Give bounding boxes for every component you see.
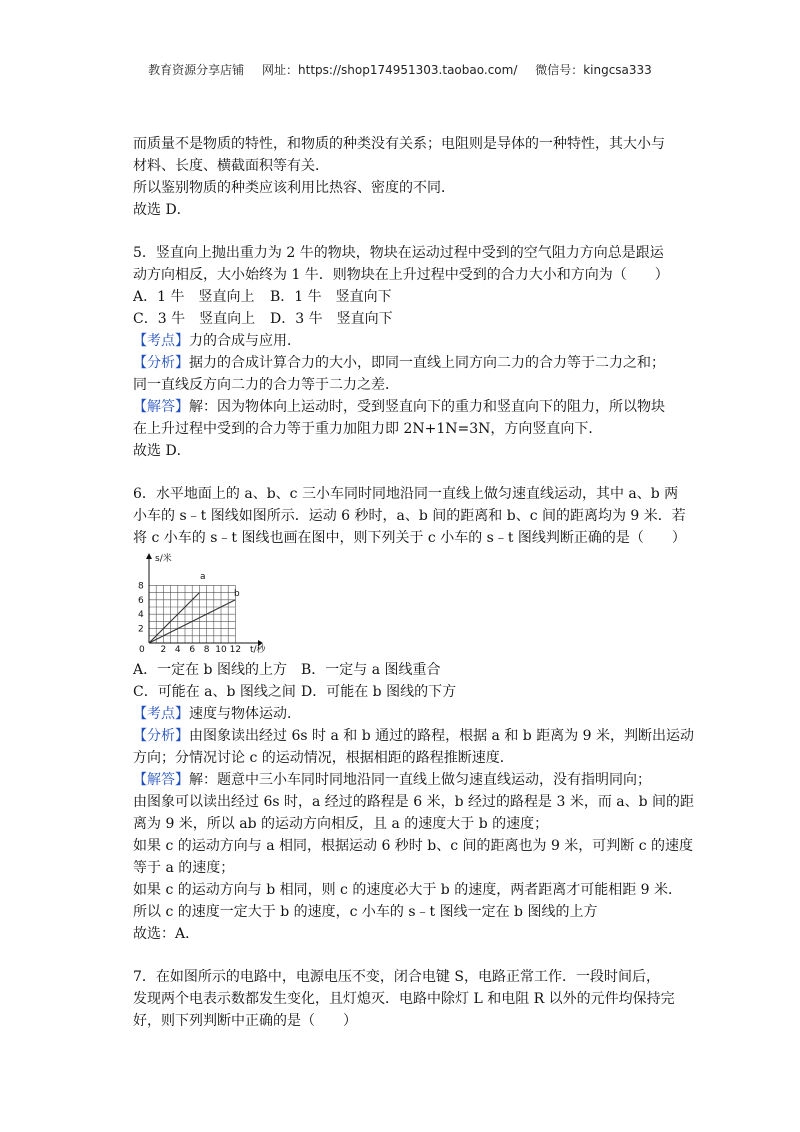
line-a — [149, 593, 199, 643]
y-axis-arrow — [146, 553, 152, 559]
text-line: 同一直线反方向二力的合力等于二力之差． — [133, 377, 399, 393]
x-tick-label: 8 — [203, 645, 210, 655]
text-line: 方向；分情况讨论 c 的运动情况，根据相距的路程推断速度． — [133, 750, 514, 766]
shop-name: 教育资源分享店铺 — [148, 63, 245, 77]
option-a: A．一定在 b 图线的上方 — [133, 662, 287, 678]
s-t-graph-svg — [133, 551, 266, 655]
option-a: A．1 牛 竖直向上 — [133, 289, 255, 305]
jieda-text: 解：因为物体向上运动时，受到竖直向下的重力和竖直向下的阻力，所以物块 — [189, 399, 665, 415]
text-line: 材料、长度、横截面积等有关． — [133, 158, 329, 174]
option-c: C．可能在 a、b 图线之间 — [133, 684, 296, 700]
text-line: 由图象可以读出经过 6s 时，a 经过的路程是 6 米，b 经过的路程是 3 米，而 a、b 间的距 — [133, 794, 695, 810]
jieda-tag: 【解答】 — [133, 399, 189, 415]
x-tick-label: 6 — [189, 645, 196, 655]
text-line: 离为 9 米，所以 ab 的运动方向相反，且 a 的速度大于 b 的速度； — [133, 816, 549, 832]
x-tick-label: 4 — [174, 645, 181, 655]
fenxi-text: 由图象读出经过 6s 时 a 和 b 通过的路程，根据 a 和 b 距离为 9 米，判断出运动 — [189, 728, 695, 744]
kaodian-tag: 【考点】 — [133, 706, 189, 722]
y-tick-label: 4 — [138, 610, 144, 621]
x-tick-label: 2 — [160, 645, 167, 655]
option-d: D．3 牛 竖直向下 — [270, 311, 393, 327]
shop-url: 网址：https://shop174951303.taobao.com/ — [262, 63, 518, 77]
jieda-line — [133, 396, 673, 418]
question-7 — [133, 966, 673, 1032]
text-line: 所以鉴别物质的种类应该利用比热容、密度的不同． — [133, 180, 455, 196]
jieda-tag: 【解答】 — [133, 772, 189, 788]
wechat-id: 微信号：kingcsa333 — [535, 63, 652, 77]
option-b: B．一定与 a 图线重合 — [301, 662, 441, 678]
text-line: 等于 a 的速度； — [133, 860, 235, 876]
line-a-label: a — [200, 572, 206, 582]
x-tick-label: 12 — [229, 645, 242, 655]
fenxi-line — [133, 725, 695, 747]
y-tick-label: 2 — [138, 624, 144, 635]
option-d: D．可能在 b 图线的下方 — [301, 684, 457, 700]
fenxi-text: 据力的合成计算合力的大小，即同一直线上同方向二力的合力等于二力之和； — [189, 355, 665, 371]
x-axis-label: t/秒 — [250, 645, 266, 655]
options-row — [133, 286, 673, 308]
kaodian-line — [133, 703, 673, 725]
options-row — [133, 681, 673, 703]
option-b: B．1 牛 竖直向下 — [270, 289, 392, 305]
options-row — [133, 308, 673, 330]
question-stem: 发现两个电表示数都发生变化，且灯熄灭．电路中除灯 L 和电阻 R 以外的元件均保持完 — [133, 991, 675, 1007]
y-tick-label: 6 — [138, 595, 144, 606]
origin-label: 0 — [139, 645, 145, 655]
question-stem: 5．竖直向上抛出重力为 2 牛的物块，物块在运动过程中受到的空气阻力方向总是跟运 — [133, 245, 664, 261]
prev-answer — [133, 133, 695, 1032]
answer-line: 故选 D． — [133, 443, 191, 459]
question-stem: 6．水平地面上的 a、b、c 三小车同时同地沿同一直线上做匀速直线运动，其中 a、b 两 — [133, 486, 679, 502]
kaodian-text: 速度与物体运动． — [189, 706, 301, 722]
text-line: 所以 c 的速度一定大于 b 的速度，c 小车的 s﹣t 图线一定在 b 图线的上方 — [133, 904, 598, 920]
kaodian-tag: 【考点】 — [133, 333, 189, 349]
answer-line: 故选：A． — [133, 926, 200, 942]
question-stem: 小车的 s﹣t 图线如图所示．运动 6 秒时，a、b 间的距离和 b、c 间的距离均为 9 米．若 — [133, 508, 686, 524]
page-header — [0, 61, 800, 78]
s-t-graph — [133, 551, 266, 655]
question-stem: 7．在如图所示的电路中，电源电压不变，闭合电键 S，电路正常工作．一段时间后， — [133, 969, 660, 985]
text-line: 如果 c 的运动方向与 a 相同，根据运动 6 秒时 b、c 间的距离也为 9 米，可判断 c 的速度 — [133, 838, 694, 854]
question-stem: 动方向相反，大小始终为 1 牛．则物块在上升过程中受到的合力大小和方向为（ ） — [133, 267, 669, 283]
jieda-line — [133, 769, 673, 791]
text-line: 而质量不是物质的特性，和物质的种类没有关系；电阻则是导体的一种特性，其大小与 — [133, 136, 665, 152]
question-stem: 将 c 小车的 s﹣t 图线也画在图中，则下列关于 c 小车的 s﹣t 图线判断正确的是（ ） — [133, 530, 686, 546]
text-line: 故选 D． — [133, 202, 191, 218]
kaodian-text: 力的合成与应用． — [189, 333, 301, 349]
option-c: C．3 牛 竖直向上 — [133, 311, 256, 327]
x-tick-label: 10 — [215, 645, 227, 655]
y-tick-label: 8 — [138, 581, 144, 592]
text-line: 在上升过程中受到的合力等于重力加阻力即 2N+1N=3N，方向竖直向下． — [133, 421, 603, 437]
question-stem: 好，则下列判断中正确的是（ ） — [133, 1013, 357, 1029]
options-row — [133, 659, 673, 681]
fenxi-tag: 【分析】 — [133, 728, 189, 744]
fenxi-tag: 【分析】 — [133, 355, 189, 371]
y-axis-label: s/米 — [155, 554, 172, 564]
text-line: 如果 c 的运动方向与 b 相同，则 c 的速度必大于 b 的速度，两者距离才可能相距 9 米． — [133, 882, 683, 898]
question-6 — [133, 483, 695, 945]
question-5 — [133, 242, 673, 462]
jieda-text: 解：题意中三小车同时同地沿同一直线上做匀速直线运动，没有指明同向； — [189, 772, 651, 788]
fenxi-line — [133, 352, 673, 374]
line-b-label: b — [234, 589, 240, 599]
kaodian-line — [133, 330, 673, 352]
